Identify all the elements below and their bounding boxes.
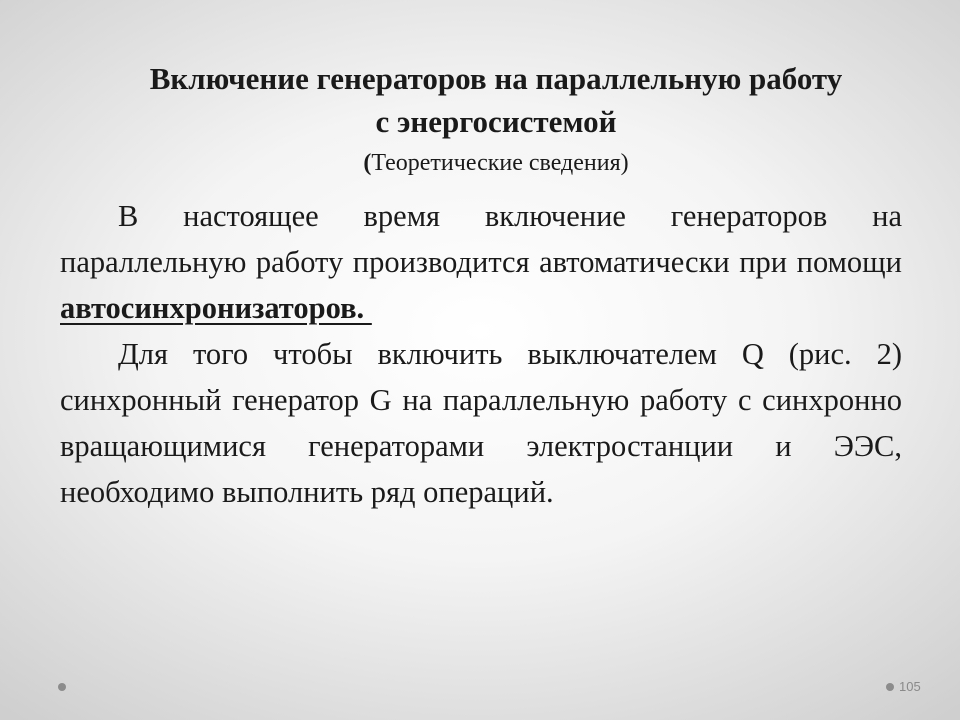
highlighted-term: автосинхронизаторов. <box>60 291 372 325</box>
paragraph-1-text: В настоящее время включение генераторов на параллельную работу производится автоматически при помощи <box>60 199 902 279</box>
subtitle-open-paren: ( <box>363 150 372 176</box>
subtitle-text: Теоретические сведения <box>371 150 621 176</box>
body-paragraph-2: Для того чтобы включить выключателем Q (рис. 2) синхронный генератор G на параллельную работу с синхронно вращающимися генераторами электростанции и ЭЭС, необходимо выполнить ряд операций. <box>60 337 902 509</box>
slide-body <box>60 193 902 515</box>
subtitle-close-paren: ) <box>620 150 629 176</box>
right-bullet-dot-icon <box>886 683 894 691</box>
slide-title-line-2: с энергосистемой <box>375 104 617 139</box>
body-paragraph-1 <box>60 193 902 331</box>
page-number: 105 <box>899 679 921 694</box>
slide-title-line-1: Включение генераторов на параллельную работу <box>149 61 843 96</box>
left-bullet-dot-icon <box>58 683 66 691</box>
slide-subtitle <box>60 146 932 180</box>
